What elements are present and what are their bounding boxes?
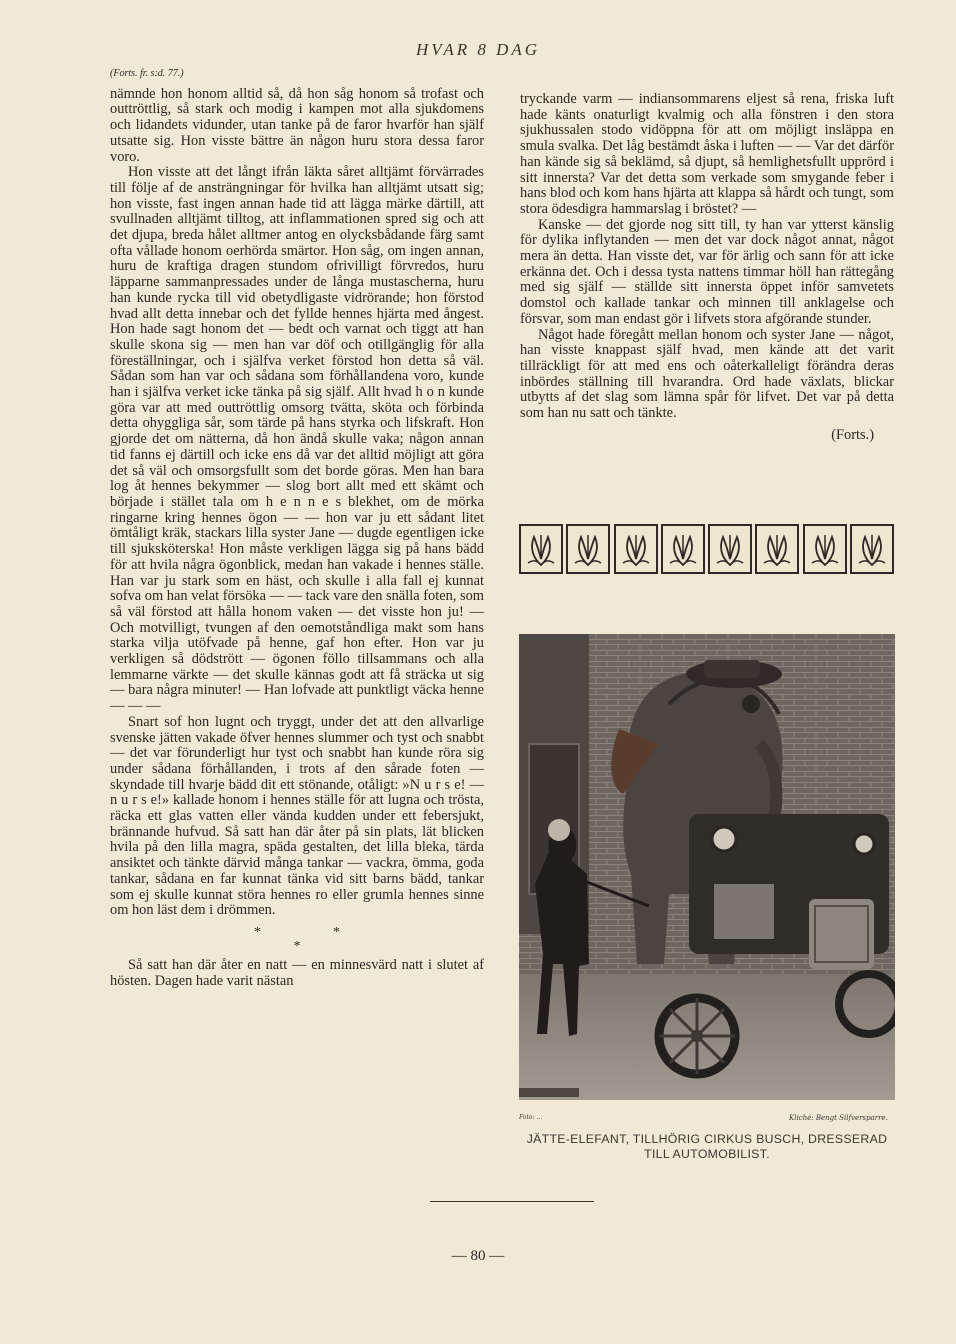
right-text-column — [520, 92, 894, 443]
page-number: — 80 — — [451, 1248, 505, 1264]
engraving-credit: Kliché: Bengt Silfversparre. — [789, 1114, 888, 1122]
paragraph: nämnde hon honom alltid så, då hon såg honom så trofast och outtröttlig, så stark och modig i kampen mot alla sjukdomens och lidandets vidunder, utan tanke på de faror hvarför han själf utsatte sig. Hon visste bättre än någon huru stora dessa faror voro. — [110, 85, 484, 165]
ornament-tile-icon — [803, 524, 847, 574]
photo-credit: Foto: ... — [519, 1114, 543, 1121]
ornament-tile-icon — [708, 524, 752, 574]
continued-note: (Forts.) — [831, 426, 874, 443]
ornament-tile-icon — [519, 524, 563, 574]
left-text-column — [110, 66, 484, 989]
ornament-tile-icon — [614, 524, 658, 574]
section-break — [110, 925, 484, 954]
photo-caption: JÄTTE-ELEFANT, TILLHÖRIG CIRKUS BUSCH, DRESSERAD TILL AUTOMOBILIST. — [526, 1132, 888, 1161]
star-mark: * — [293, 938, 301, 954]
ornament-tile-icon — [661, 524, 705, 574]
paragraph: Snart sof hon lugnt och tryggt, under det att den allvarlige svenske jätten vakade öfver hennes slummer och tyst och snabbt — det var förunderligt hur tyst och snabbt han kunde röra sig under sådana förhållanden, i trots af den sårade foten — skyndade till hvarje bädd dit ett stönande, otåligt: »N u r s e! — n u r s e!» kallade honom i hennes ställe för att lugna och trösta, räcka ett glas vatten eller vända kudden under ett febersjukt, brännande hufvud. Så satt han där åter på sin plats, lät blicken hvila på den lilla magra, späda gestalten, det lilla bleka, tärda ansiktet och tänkte därvid många tankar — vackra, ömma, goda tankar, sådana en far kunnat tänka vid sitt barns bädd, tankar som ej skulle kunnat störa hennes ro eller grumla hennes sinne om hon läst dem i drömmen. — [110, 713, 484, 919]
star-mark: * — [254, 924, 261, 940]
running-header: HVAR 8 DAG — [415, 40, 541, 59]
photo-illustration — [519, 634, 895, 1100]
paragraph: Kanske — det gjorde nog sitt till, ty han var ytterst känslig för dylika inflytanden — men det var dock något annat, något mera än detta. Han visste det, var för ärlig och sann för att icke erkänna det. Och i dessa tysta nattens timmar höll han rättegång med sig själf — ställde sitt innersta öppet inför samvetets domstol och kallade tankar och minnen till anklagelse och försvar, som man endast gör i lifvets stora afgörande stunder. — [520, 216, 894, 327]
decorative-border — [519, 524, 894, 576]
star-mark: * — [333, 924, 340, 940]
ornament-tile-icon — [755, 524, 799, 574]
ornament-tile-icon — [566, 524, 610, 574]
elephant-automobile-photo — [519, 634, 895, 1100]
paragraph: Hon visste att det långt ifrån läkta såret alltjämt förvärrades till följe af de ansträngningar för hvilka han alltjämt utsatt sig; hon visste, fast ingen annan hade tid att lägga märke därtill, att svullnaden alltjämt tilltog, att inflammationen spred sig och att det djupa, breda hålet alltmer antog en olycksbådande färg samt ofta vållade honom oerhörda smärtor. Hon såg, om ingen annan, huru de kraftiga dragen stundom ofrivilligt förvredos, huru läpparne sammanpressades under de långa mustascherna, huru han kunde rycka till vid obetydligaste vidrörande; hon förstod hvad allt detta innebar och det fyllde hennes hjärta med ångest. Hon hade sagt honom det — bedt och varnat och tiggt att han skulle skona sig — men han var döf och otillgänglig för alla föreställningar, och i själfva verket förstod hon detta så väl. Sådan som han var och sådana som förhållandena voro, kunde han i själfva verket icke tänka på sig själf. Allt hvad h o n kunde göra var att med outtröttlig omsorg tvätta, sköta och förbinda detta ohyggliga sår, som tärde på hans styrka och lifskraft. Hon gjorde det om nätterna, då hon ändå skulle vaka; någon annan tid fanns ej därtill och icke ens då var det alltid möjligt att göra det så väl och omsorgsfullt som det borde göras. Men han bara log åt hennes bekymmer — slog bort allt med ett skämt och började i stället tala om h e n n e s blekhet, om de mörka ringarne kring hennes ögon — — hon var ju ett sådant litet ömtåligt kräk, stackars lilla syster Jane — dugde egentligen icke till sjuksköterska! Hon måste verkligen lägga sig på hans bädd för att hvila några ögonblick, medan han vakade i hennes ställe. Han var ju stark som en häst, och skulle i alla fall ej kunnat sofva om han velat försöka — — tack vare den snälla foten, som så väl förstod att hålla honom vaken — det visste hon ju! — Och motvilligt, tvungen af den oemotståndliga makt som hans starka vilja utöfvade på henne, gaf hon efter. Hon var ju verkligen så dödstrött — ögonen föllo tillsammans och alla lemmarne värkte — det skulle kännas godt att få sträcka ut sig — bara några minuter! — Han lofvade att punktligt väcka henne — — — — [110, 164, 484, 715]
continued-from-note: (Forts. fr. s:d. 77.) — [110, 68, 184, 79]
paragraph: Något hade föregått mellan honom och syster Jane — något, han visste knappast själf hvad, men kände att det varit tillräckligt för att med ens och oåterkalleligt förändra deras inbördes ställning till hvarandra. Ord hade växlats, blickar utbytts af det slag som lämna spår för lifvet. Det var på detta som han nu satt och tänkte. — [520, 326, 894, 422]
paragraph: Så satt han där åter en natt — en minnesvärd natt i slutet af hösten. Dagen hade varit nästan — [110, 956, 484, 989]
ornament-tile-icon — [850, 524, 894, 574]
paragraph: tryckande varm — indiansommarens eljest så rena, friska luft hade känts onaturligt kvalmig och alla fönstren i den stora sjukhussalen stodo vidöppna för att om möjligt insläppa en smula svalka. Det låg bestämdt åska i luften — — Var det därför han kände sig så beklämd, så djupt, så hemlighetsfullt upprörd i sitt innersta? Var det detta som verkade som smygande feber i hans blod och kom hans hjärta att klappa så hårdt och tungt, som stora ödesdigra hammarslag i bröstet? — — [520, 91, 894, 217]
footer-rule — [430, 1201, 594, 1202]
